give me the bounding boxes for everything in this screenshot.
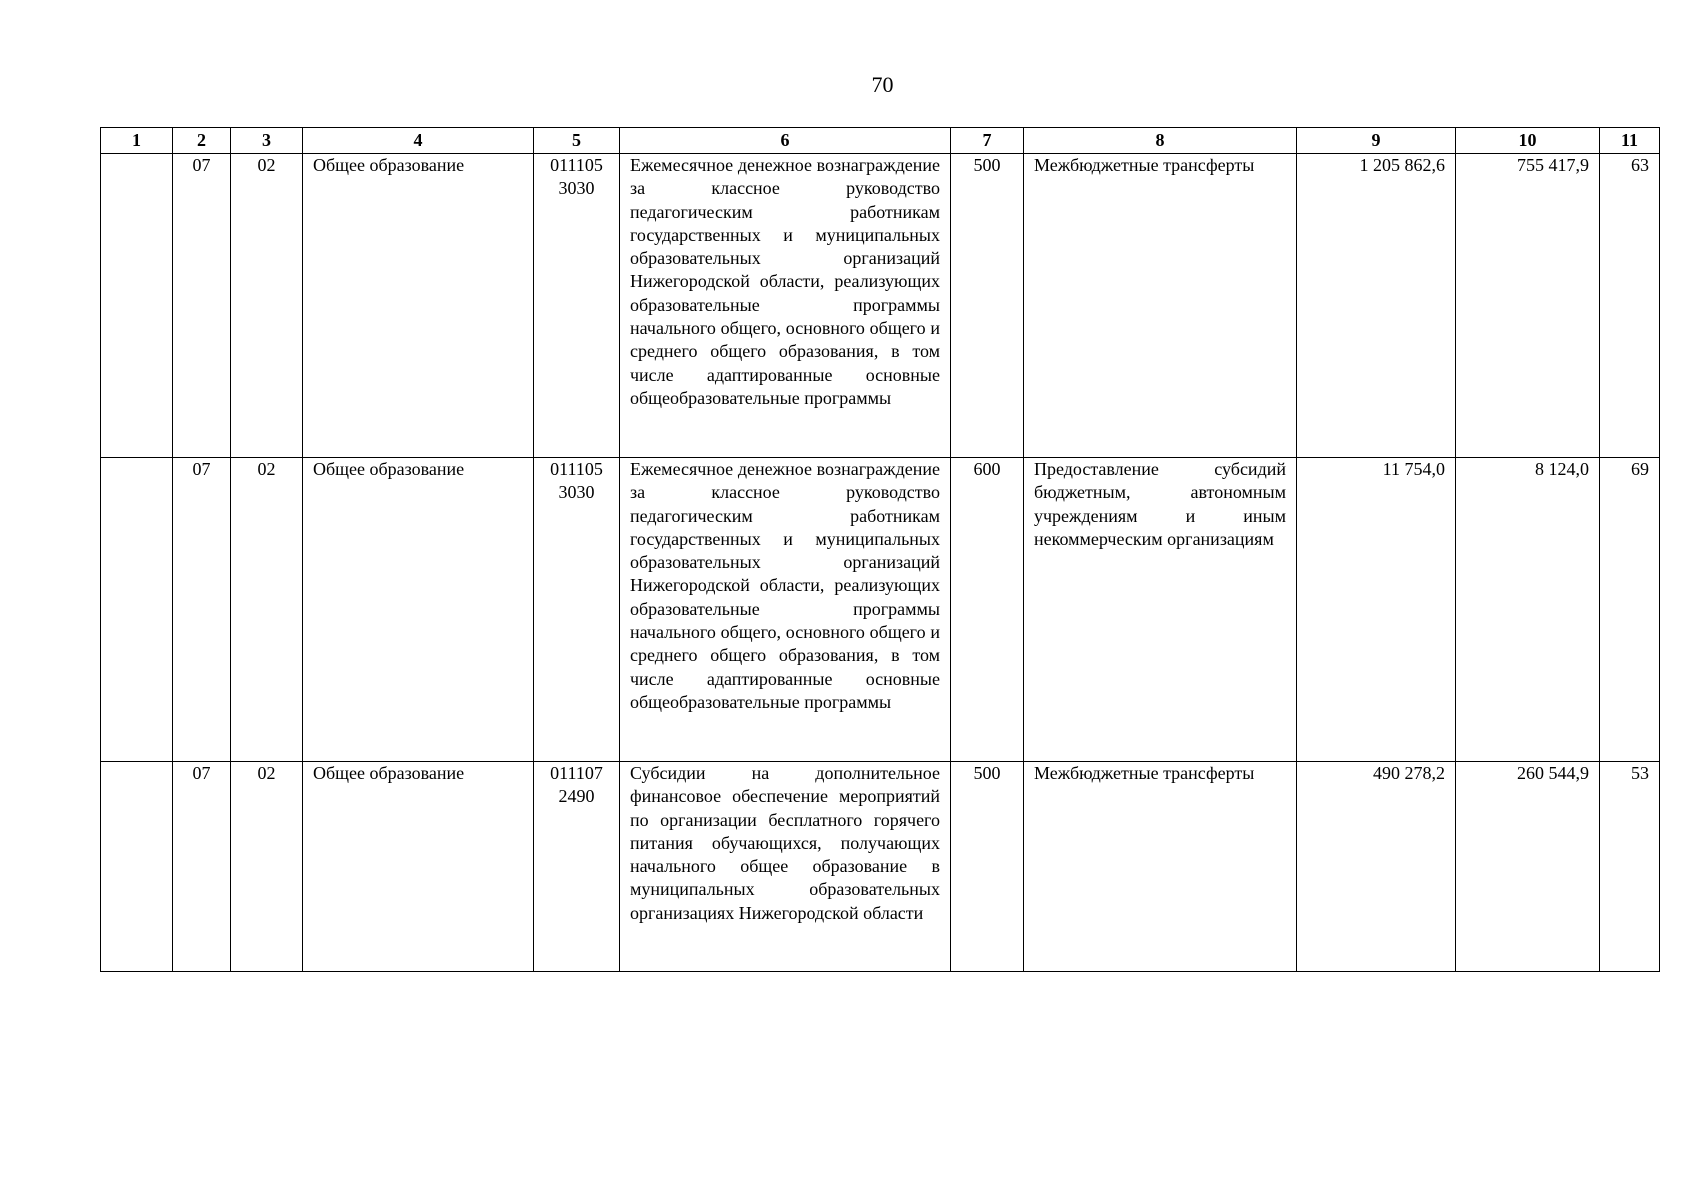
- cell-expense-type-code: 500: [951, 762, 1024, 972]
- column-header-8: 8: [1024, 128, 1297, 154]
- cell-expense-type-name: Межбюджетные трансферты: [1024, 762, 1297, 972]
- table-row: [101, 458, 1660, 762]
- cell-executed-amount: 8 124,0: [1456, 458, 1600, 762]
- cell-col1: [101, 458, 173, 762]
- column-header-3: 3: [231, 128, 303, 154]
- cell-target-name: Субсидии на дополнительное финансовое обеспечение мероприятий по организации бесплатного горячего питания обучающихся, получающих начального общее образование в муниципальных образовательных организациях Нижегородской области: [620, 762, 951, 972]
- cell-section-name: Общее образование: [303, 762, 534, 972]
- cell-section: 07: [173, 458, 231, 762]
- column-header-9: 9: [1297, 128, 1456, 154]
- cell-percent: 69: [1600, 458, 1660, 762]
- cell-target-code: 011107 2490: [534, 762, 620, 972]
- cell-expense-type-name: Предоставление субсидий бюджетным, автономным учреждениям и иным некоммерческим организациям: [1024, 458, 1297, 762]
- column-header-10: 10: [1456, 128, 1600, 154]
- cell-percent: 53: [1600, 762, 1660, 972]
- cell-section-name: Общее образование: [303, 458, 534, 762]
- cell-planned-amount: 490 278,2: [1297, 762, 1456, 972]
- cell-col1: [101, 762, 173, 972]
- cell-planned-amount: 11 754,0: [1297, 458, 1456, 762]
- column-header-2: 2: [173, 128, 231, 154]
- page-number: 70: [871, 72, 894, 97]
- cell-planned-amount: 1 205 862,6: [1297, 154, 1456, 458]
- cell-executed-amount: 260 544,9: [1456, 762, 1600, 972]
- column-header-4: 4: [303, 128, 534, 154]
- cell-executed-amount: 755 417,9: [1456, 154, 1600, 458]
- column-header-11: 11: [1600, 128, 1660, 154]
- cell-expense-type-code: 500: [951, 154, 1024, 458]
- cell-section: 07: [173, 154, 231, 458]
- budget-table: [100, 127, 1660, 972]
- header-row: [101, 128, 1660, 154]
- cell-target-code: 011105 3030: [534, 458, 620, 762]
- cell-target-code: 011105 3030: [534, 154, 620, 458]
- cell-percent: 63: [1600, 154, 1660, 458]
- cell-subsection: 02: [231, 458, 303, 762]
- column-header-5: 5: [534, 128, 620, 154]
- cell-expense-type-code: 600: [951, 458, 1024, 762]
- cell-section: 07: [173, 762, 231, 972]
- table-row: [101, 154, 1660, 458]
- table-row: [101, 762, 1660, 972]
- column-header-1: 1: [101, 128, 173, 154]
- column-header-7: 7: [951, 128, 1024, 154]
- cell-expense-type-name: Межбюджетные трансферты: [1024, 154, 1297, 458]
- cell-col1: [101, 154, 173, 458]
- cell-subsection: 02: [231, 154, 303, 458]
- cell-target-name: Ежемесячное денежное вознаграждение за классное руководство педагогическим работникам государственных и муниципальных образовательных организаций Нижегородской области, реализующих образовательные программы начального общего, основного общего и среднего общего образования, в том числе адаптированные основные общеобразовательные программы: [620, 154, 951, 458]
- cell-subsection: 02: [231, 762, 303, 972]
- cell-target-name: Ежемесячное денежное вознаграждение за классное руководство педагогическим работникам государственных и муниципальных образовательных организаций Нижегородской области, реализующих образовательные программы начального общего, основного общего и среднего общего образования, в том числе адаптированные основные общеобразовательные программы: [620, 458, 951, 762]
- cell-section-name: Общее образование: [303, 154, 534, 458]
- column-header-6: 6: [620, 128, 951, 154]
